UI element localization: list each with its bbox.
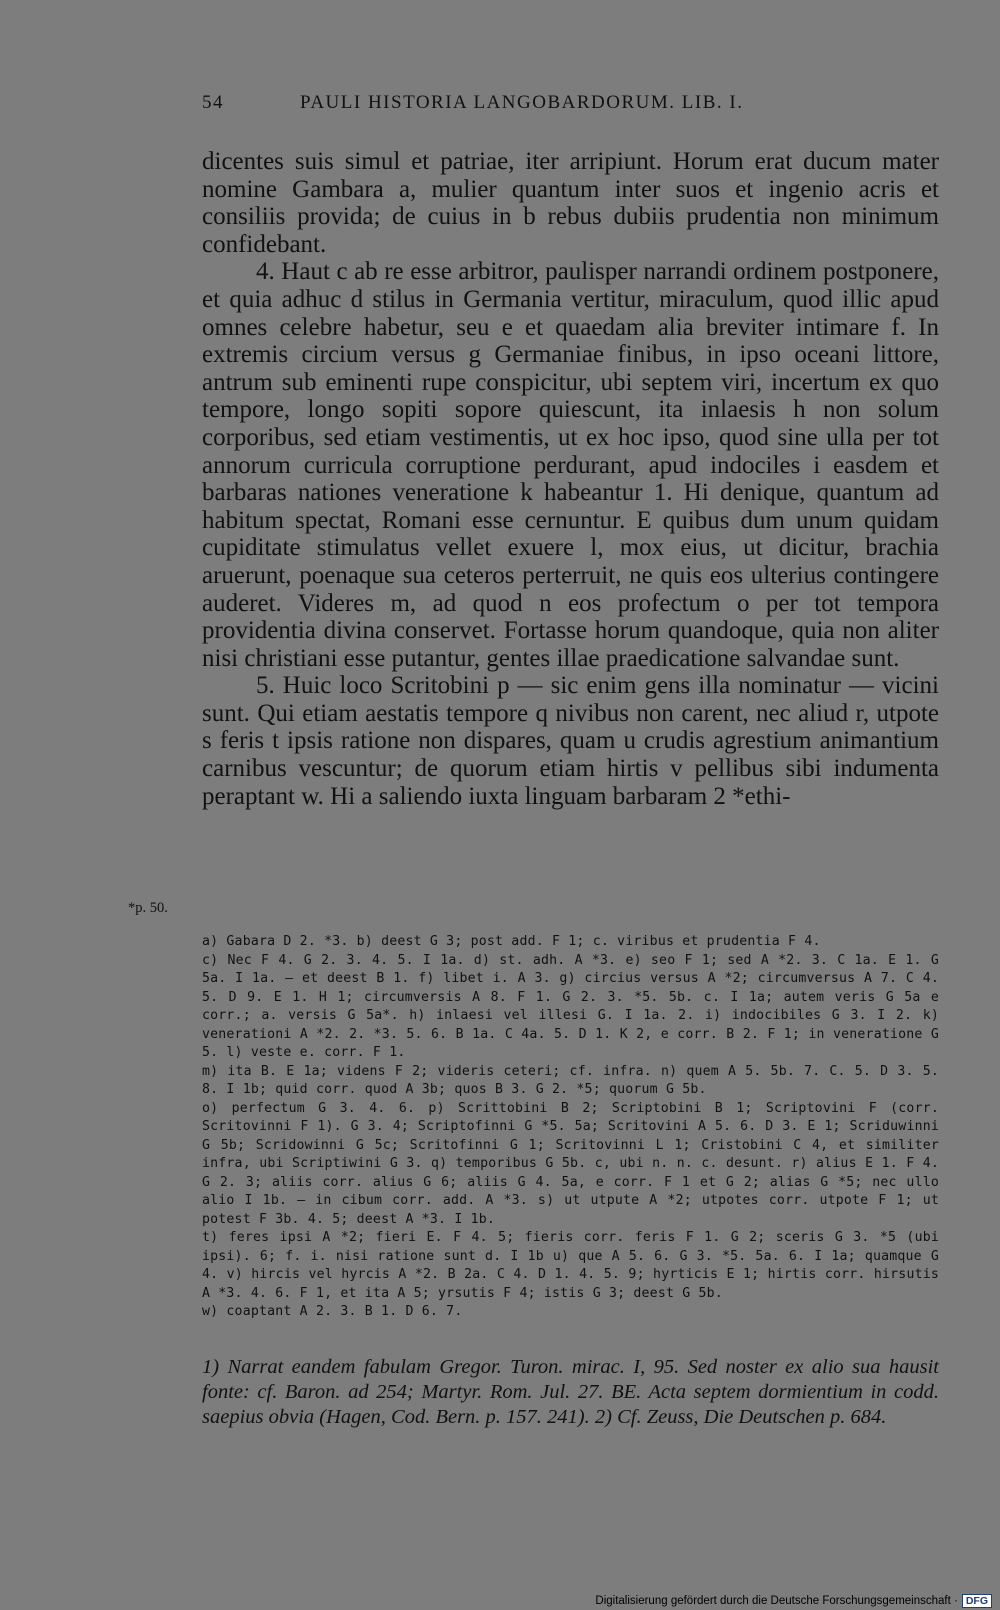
- dfg-logo: DFG: [962, 1594, 992, 1608]
- footer: [595, 1594, 992, 1608]
- footnote: 1) Narrat eandem fabulam Gregor. Turon. mirac. I, 95. Sed noster ex alio sua hausit fonte: cf. Baron. ad 254; Martyr. Rom. Jul. 27. BE. Acta septem dormientium in codd. saepius obvia (Hagen, Cod. Bern. p. 157. 241). 2) Cf. Zeuss, Die Deutschen p. 684.: [202, 1356, 939, 1428]
- critical-note: w) coaptant A 2. 3. B 1. D 6. 7.: [202, 1304, 463, 1319]
- margin-note: *p. 50.: [128, 900, 168, 916]
- critical-apparatus: [202, 933, 939, 1322]
- paragraph-chapter-5: 5. Huic loco Scritobini p — sic enim gens illa nominatur — vicini sunt. Qui etiam aestatis tempore q nivibus non carent, nec aliud r, utpote s feris t ipsis ratione non dispares, quam u crudis agrestium animantium carnibus vescuntur; de quorum etiam hirtis v pellibus sibi indumenta peraptant w. Hi a saliendo iuxta linguam barbaram 2 *ethi-: [202, 672, 939, 810]
- critical-note: t) feres ipsi A *2; fieri E. F 4. 5; fieris corr. feris F 1. G 2; sceris G 3. *5 (ubi ipsi). 6; f. i. nisi ratione sunt d. I 1b u) que A 5. 6. G 3. *5. 5a. 6. I 1a; quamque G 4. v) hircis vel hyrcis A *2. B 2a. C 4. D 1. 4. 5. 9; hyrticis E 1; hirtis corr. hirsutis A *3. 4. 6. F 1, et ita A 5; yrsutis F 4; istis G 3; deest G 5b.: [202, 1230, 939, 1301]
- critical-note: c) Nec F 4. G 2. 3. 4. 5. I 1a. d) st. adh. A *3. e) seo F 1; sed A *2. 3. C 1a. E 1. G 5a. I 1a. — et deest B 1. f) libet i. A 3. g) circius versus A *2; circumversus A 7. C 4. 5. D 9. E 1. H 1; circumversis A 8. F 1. G 2. 3. *5. 5b. c. I 1a; autem veris G 5a e corr.; a. versis G 5a*. h) inlaesi vel illesi G. I 1a. 2. i) indocibiles G 3. I 2. k) venerationi A *2. 2. *3. 5. 6. B 1a. C 4a. 5. D 1. K 2, e corr. B 2. F 1; in veneratione G 5. l) veste e. corr. F 1.: [202, 952, 939, 1060]
- paragraph-chapter-4: 4. Haut c ab re esse arbitror, paulisper narrandi ordinem postponere, et quia adhuc d stilus in Germania vertitur, miraculum, quod illic apud omnes celebre habetur, seu e et quaedam alia breviter intimare f. In extremis circium versus g Germaniae finibus, in ipso oceani littore, antrum sub eminenti rupe conspicitur, ubi septem viri, incertum ex quo tempore, longo sopiti sopore quiescunt, ita inlaesis h non solum corporibus, sed etiam vestimentis, ut ex hoc ipso, quod sine ulla per tot annorum curricula corruptione perdurant, apud indociles i easdem et barbaras nationes veneratione k habeantur 1. Hi denique, quantum ad habitum spectat, Romani esse cernuntur. E quibus dum unum quidam cupiditate stimulatus vellet exuere l, mox eius, ut dicitur, brachia aruerunt, poenaque sua ceteros perterruit, ne quis eos ulterius contingere auderet. Videres m, ad quod n eos profectum o per tot tempora providentia divina conservet. Fortasse horum quandoque, quia non aliter nisi christiani esse putantur, gentes illae praedicatione salvandae sunt.: [202, 258, 939, 672]
- critical-note: o) perfectum G 3. 4. 6. p) Scrittobini B 2; Scriptobini B 1; Scriptovini F (corr. Scritovinni F 1). G 3. 4; Scriptofinni G *5. 5a; Scritovini A 5. 6. D 3. E 1; Scriduwinni G 5b; Scridowinni G 5c; Scritofinni G 1; Scritovinni L 1; Cristobini C 4, et similiter infra, ubi Scriptiwini G 3. q) temporibus G 5b. c, ubi n. n. c. desunt. r) alius E 1. F 4. G 2. 3; aliis corr. alius G 6; aliis G 4. 5a, e corr. F 1 et G 2; alias G *5; nec ullo alio I 1b. — in cibum corr. add. A *3. s) ut utpute A *2; utpotes corr. utpote F 1; ut potest F 3b. 4. 5; deest A *3. I 1b.: [202, 1100, 939, 1227]
- main-text: [202, 148, 939, 810]
- page-number: 54: [202, 92, 224, 113]
- digitization-credit: Digitalisierung gefördert durch die Deutsche Forschungsgemeinschaft ·: [595, 1595, 958, 1607]
- critical-note: a) Gabara D 2. *3. b) deest G 3; post add. F 1; c. viribus et prudentia F 4.: [202, 934, 821, 949]
- running-title: PAULI HISTORIA LANGOBARDORUM. LIB. I.: [300, 92, 744, 113]
- critical-note: m) ita B. E 1a; videns F 2; videris ceteri; cf. infra. n) quem A 5. 5b. 7. C. 5. D 3. 5. 8. I 1b; quid corr. quod A 3b; quos B 3. G 2. *5; quorum G 5b.: [202, 1063, 939, 1097]
- paragraph-1: dicentes suis simul et patriae, iter arripiunt. Horum erat ducum mater nomine Gambara a, mulier quantum inter suos et ingenio acris et consiliis provida; de cuius in b rebus dubiis prudentia non minimum confidebant.: [202, 148, 939, 258]
- footnotes: [202, 1355, 939, 1430]
